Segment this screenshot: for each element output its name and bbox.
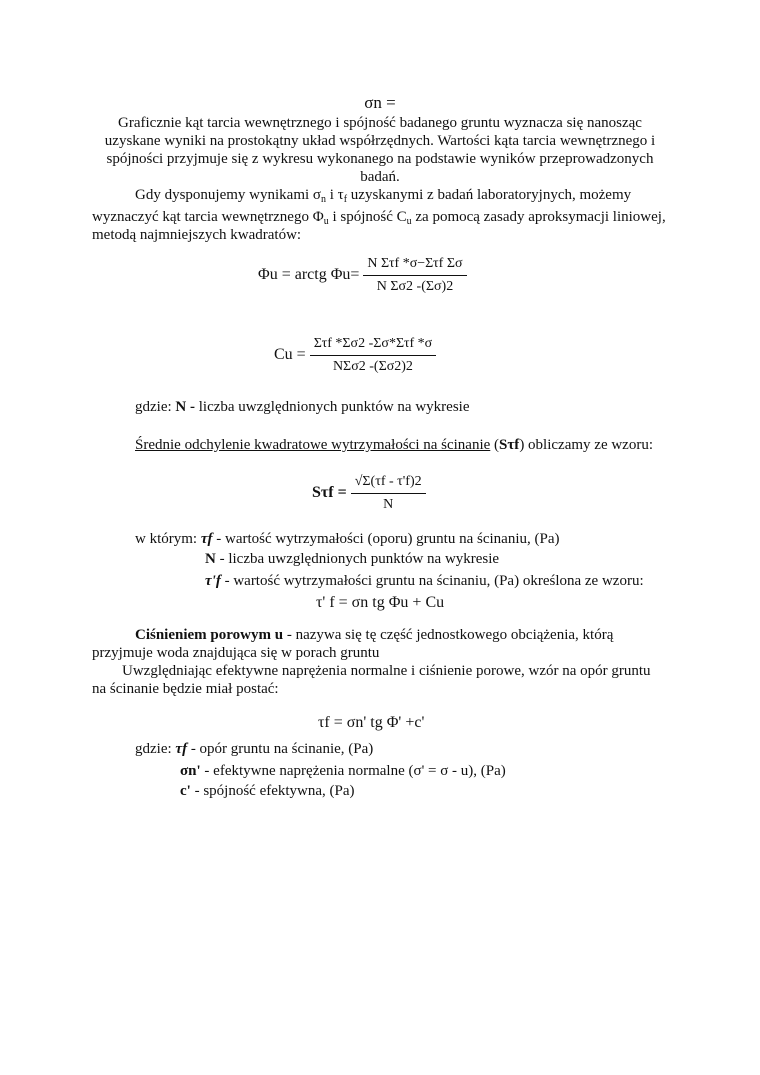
- equation-c: [274, 336, 436, 375]
- pore-line1: Ciśnieniem porowym u - nazywa się tę część jednostkowego obciążenia, którą: [135, 627, 614, 643]
- equation-c-denominator: NΣσ2 -(Σσ2)2: [332, 359, 413, 374]
- srednie-line: Średnie odchylenie kwadratowe wytrzymałości na ścinanie (Sτf) obliczamy ze wzoru:: [135, 437, 654, 453]
- equation-s-numerator: √Σ(τf - τ'f)2: [351, 474, 426, 494]
- equation-s-denominator: N: [383, 497, 394, 512]
- gdzie-n-line: gdzie: N - liczba uwzględnionych punktów na wykresie: [135, 399, 470, 415]
- equation-effective: τf = σn' tg Φ' +c': [318, 714, 425, 731]
- para1-line2: uzyskane wyniki na prostokątny układ współrzędnych. Wartości kąta tarcia wewnętrznego i: [104, 133, 656, 149]
- gdzie2-line1: gdzie: τf - opór gruntu na ścinanie, (Pa): [135, 741, 374, 757]
- equation-tau-prime: τ' f = σn tg Φu + Cu: [316, 594, 445, 611]
- pore-line2: przyjmuje woda znajdująca się w porach gruntu: [92, 645, 380, 661]
- para1-line3: spójności przyjmuje się z wykresu wykonanego na podstawie wyników przeprowadzonych: [106, 151, 654, 167]
- equation-phi-lhs: Φu = arctg Φu=: [258, 266, 360, 284]
- equation-phi-numerator: N Στf *σ−Στf Σσ: [363, 256, 466, 276]
- def-line3: τ'f - wartość wytrzymałości gruntu na ścinaniu, (Pa) określona ze wzoru:: [205, 573, 644, 589]
- equation-c-numerator: Στf *Σσ2 -Σσ*Στf *σ: [310, 336, 436, 356]
- gdzie2-line3: c' - spójność efektywna, (Pa): [180, 783, 355, 799]
- equation-s: [312, 474, 426, 513]
- def-line1: w którym: τf - wartość wytrzymałości (oporu) gruntu na ścinaniu, (Pa): [135, 531, 560, 547]
- equation-phi-denominator: N Σσ2 -(Σσ)2: [376, 279, 454, 294]
- para1-line4: badań.: [360, 169, 400, 185]
- para2-line3: metodą najmniejszych kwadratów:: [92, 227, 302, 243]
- pore-line4: na ścinanie będzie miał postać:: [92, 681, 279, 697]
- para2-line2: wyznaczyć kąt tarcia wewnętrznego $\Phi_u$ i spójność $C_u$ za pomocą zasady aproksymacji liniowej,: [92, 209, 666, 227]
- equation-s-lhs: Sτf =: [312, 484, 347, 502]
- para2-line1: Gdy dysponujemy wynikami $\sigma_n$ i $\tau_f$ uzyskanymi z badań laboratoryjnych, możemy: [135, 187, 632, 205]
- equation-phi: [258, 256, 467, 295]
- def-line2: N - liczba uwzględnionych punktów na wykresie: [205, 551, 500, 567]
- page-heading: σn =: [364, 93, 396, 112]
- para1-line1: Graficznie kąt tarcia wewnętrznego i spójność badanego gruntu wyznacza się nanosząc: [118, 115, 642, 131]
- equation-c-lhs: Cu =: [274, 346, 306, 364]
- pore-line3: Uwzględniając efektywne naprężenia normalne i ciśnienie porowe, wzór na opór gruntu: [122, 663, 651, 679]
- gdzie2-line2: σn' - efektywne naprężenia normalne (σ' = σ - u), (Pa): [180, 763, 506, 779]
